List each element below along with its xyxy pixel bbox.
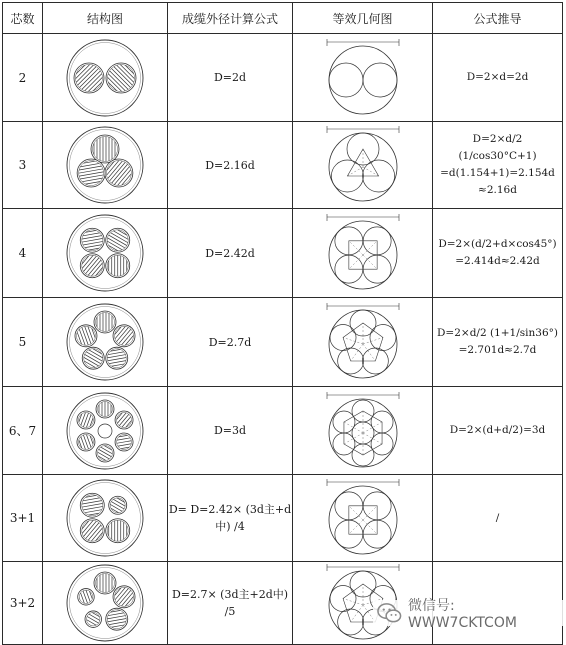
derivation-line: =2.414d≈2.42d <box>455 255 540 267</box>
table-row <box>3 209 563 298</box>
derivation-line: D=2×d=2d <box>466 71 529 83</box>
derivation-line: D=2×(d+d/2)=3d <box>449 424 546 436</box>
derivation-line: D=2×d/2 (1+1/sin36°) <box>437 327 558 339</box>
cell-formula: D=3d <box>168 387 293 475</box>
watermark-text: 微信号: WWW7CKTCOM <box>408 598 517 631</box>
header-structure: 结构图 <box>43 3 168 34</box>
structure-diagram <box>59 477 151 559</box>
derivation-line: =2.701d≈2.7d <box>458 344 537 356</box>
structure-diagram <box>59 124 151 206</box>
cell-formula: D=2.7× (3d主+2d中) /5 <box>168 562 293 645</box>
table-header-row <box>3 3 563 34</box>
table-row <box>3 298 563 387</box>
cell-structure <box>43 475 168 562</box>
derivation-line: / <box>495 511 500 524</box>
core-circle <box>91 135 119 163</box>
cell-geometry <box>293 209 433 298</box>
cell-geometry <box>293 34 433 122</box>
cell-derivation <box>433 387 563 475</box>
cell-structure <box>43 387 168 475</box>
cell-structure <box>43 562 168 645</box>
cell-structure <box>43 34 168 122</box>
derivation-line: =d(1.154+1)=2.154d <box>440 167 555 179</box>
derivation-line: ≈2.16d <box>478 184 517 196</box>
cell-derivation <box>433 122 563 209</box>
cell-cores: 3+1 <box>3 475 43 562</box>
cell-cores: 5 <box>3 298 43 387</box>
geometry-polygon <box>343 323 383 361</box>
geometry-circle <box>329 63 363 97</box>
geometry-diagram <box>321 301 405 383</box>
table-row <box>3 34 563 122</box>
structure-diagram <box>59 301 151 383</box>
cell-geometry <box>293 475 433 562</box>
cell-derivation <box>433 298 563 387</box>
core-circle <box>94 311 116 333</box>
cell-formula: D=2.7d <box>168 298 293 387</box>
cell-geometry <box>293 122 433 209</box>
geometry-diagram <box>321 212 405 294</box>
cell-structure <box>43 209 168 298</box>
geometry-diagram <box>321 124 405 206</box>
geometry-diagram <box>321 477 405 559</box>
cell-structure <box>43 298 168 387</box>
wechat-icon <box>377 602 402 624</box>
cell-derivation <box>433 34 563 122</box>
cable-formula-table <box>2 2 563 645</box>
table-row <box>3 122 563 209</box>
header-geometry: 等效几何图 <box>293 3 433 34</box>
derivation-line: D=2×d/2 (1/cos30°C+1) <box>458 133 537 162</box>
core-circle <box>106 254 130 278</box>
core-circle <box>106 519 130 543</box>
watermark <box>373 598 566 631</box>
cell-geometry <box>293 387 433 475</box>
structure-diagram <box>59 37 151 119</box>
cell-cores: 3+2 <box>3 562 43 645</box>
cell-derivation <box>433 209 563 298</box>
cell-formula: D= D=2.42× (3d主+d中) /4 <box>168 475 293 562</box>
core-circle <box>96 400 114 418</box>
derivation-line: D=2×(d/2+d×cos45°) <box>438 238 557 250</box>
cell-derivation <box>433 475 563 562</box>
cell-cores: 3 <box>3 122 43 209</box>
cell-formula: D=2.42d <box>168 209 293 298</box>
cell-cores: 2 <box>3 34 43 122</box>
geometry-diagram <box>321 37 405 119</box>
structure-diagram <box>59 212 151 294</box>
table-row <box>3 387 563 475</box>
cell-cores: 4 <box>3 209 43 298</box>
table-row <box>3 475 563 562</box>
header-derivation: 公式推导 <box>433 3 563 34</box>
header-formula: 成缆外径计算公式 <box>168 3 293 34</box>
structure-diagram <box>59 562 151 644</box>
cell-cores: 6、7 <box>3 387 43 475</box>
cell-formula: D=2d <box>168 34 293 122</box>
cell-structure <box>43 122 168 209</box>
center-core <box>98 424 112 438</box>
geometry-diagram <box>321 390 405 472</box>
core-circle <box>94 572 116 594</box>
structure-diagram <box>59 390 151 472</box>
header-cores: 芯数 <box>3 3 43 34</box>
cell-formula: D=2.16d <box>168 122 293 209</box>
cell-geometry <box>293 298 433 387</box>
geometry-circle <box>363 63 397 97</box>
